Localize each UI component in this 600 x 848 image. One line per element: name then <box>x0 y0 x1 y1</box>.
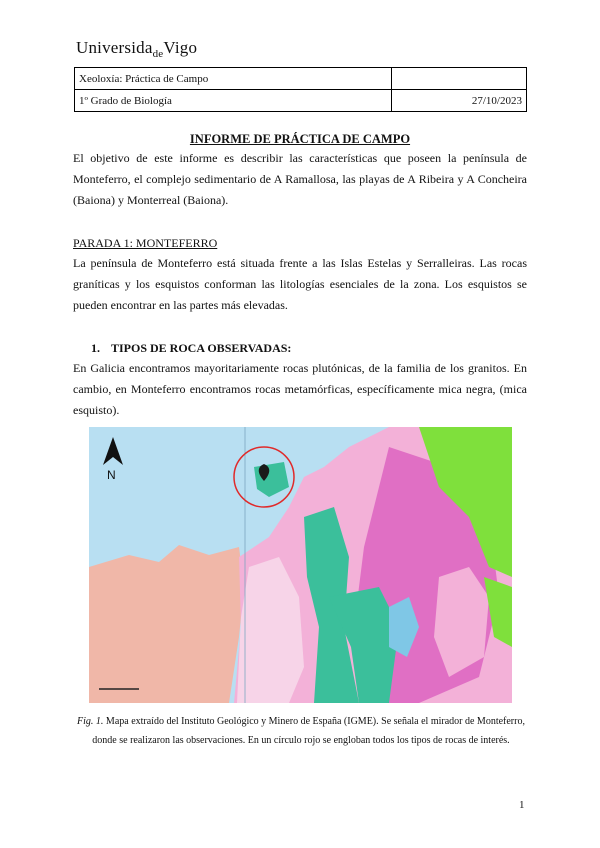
university-logo: Universida$_{de}$Vigo <box>76 38 198 60</box>
course-name-cell: Xeoloxía: Práctica de Campo <box>75 68 392 90</box>
date-cell: 27/10/2023 <box>391 90 526 112</box>
stop1-paragraph: La península de Monteferro está situada frente a las Islas Estelas y Serralleiras. Las rocas graníticas y los esquistos conforman las litologías esenciales de la zona. Los esquistos se pueden encontrar en las partes más elevadas. <box>73 256 527 312</box>
degree-cell: 1º Grado de Biología <box>75 90 392 112</box>
section1-number: 1. <box>91 341 100 355</box>
header-table <box>74 67 527 112</box>
report-title: INFORME DE PRÁCTICA DE CAMPO <box>189 132 411 146</box>
page-number: 1 <box>519 799 525 811</box>
empty-cell <box>391 68 526 90</box>
north-label: N <box>107 468 116 482</box>
stop1-heading: PARADA 1: MONTEFERRO <box>73 236 218 250</box>
table-row <box>75 68 527 90</box>
geologic-map <box>89 427 512 703</box>
table-row <box>75 90 527 112</box>
western-land <box>89 545 244 703</box>
caption-label: Fig. 1. <box>77 716 104 727</box>
intro-paragraph: El objetivo de este informe es describir las características que poseen la península de Monteferro, el complejo sedimentario de A Ramallosa, las playas de A Ribeira y A Concheira (Baiona) y Monterreal (Baiona). <box>73 151 527 207</box>
section1-title: TIPOS DE ROCA OBSERVADAS: <box>111 341 292 355</box>
section1-heading <box>91 341 291 356</box>
section1-paragraph: En Galicia encontramos mayoritariamente rocas plutónicas, de la familia de los granitos. En cambio, en Monteferro encontramos rocas metamórficas, específicamente mica negra, (mica esquisto). <box>73 361 527 417</box>
caption-text: Mapa extraído del Instituto Geológico y Minero de España (IGME). Se señala el mirador de Monteferro, donde se realizaron las observaciones. En un círculo rojo se engloban todos los tipos de rocas de interés. <box>92 716 525 746</box>
figure-caption <box>76 712 526 750</box>
